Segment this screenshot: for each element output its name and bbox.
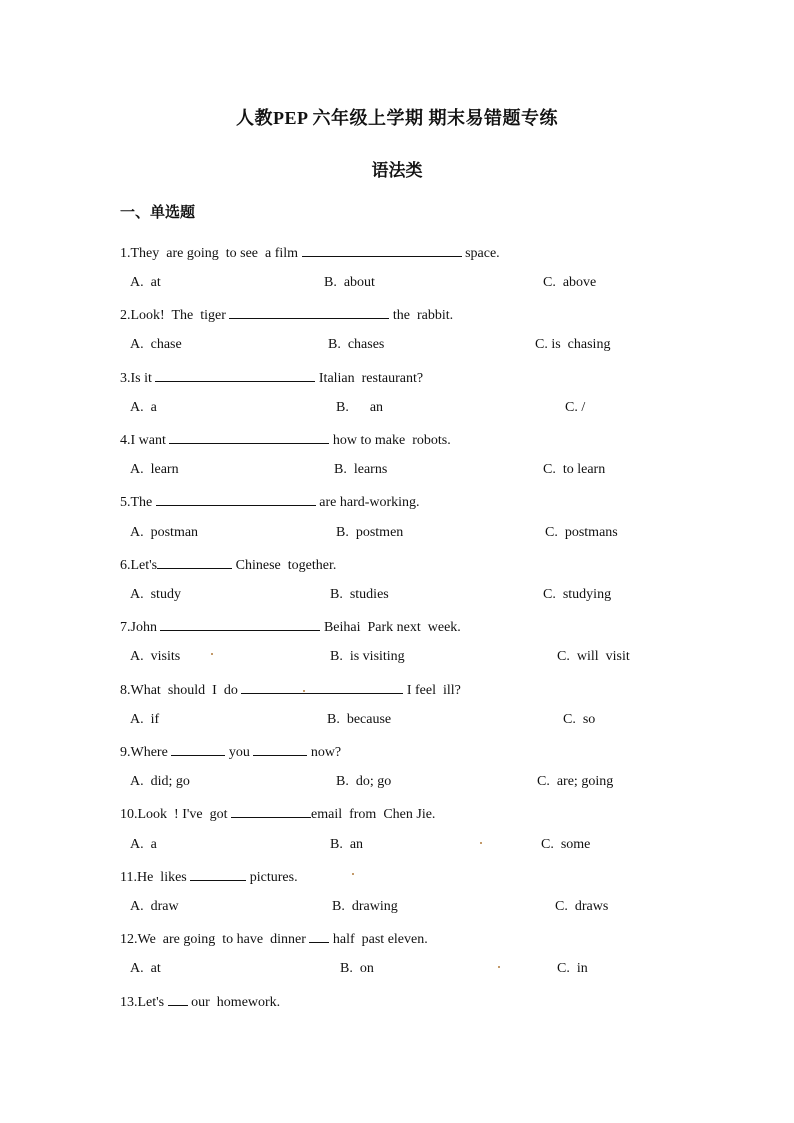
option-a: A. at — [130, 275, 161, 290]
answer-blank — [309, 929, 329, 943]
option-c: C. draws — [555, 899, 609, 914]
answer-blank — [157, 555, 232, 569]
answer-blank — [302, 243, 462, 257]
option-c: C. / — [565, 400, 586, 415]
option-b: B. because — [327, 712, 392, 727]
section-heading: 一、单选题 — [120, 205, 196, 221]
answer-blank — [190, 867, 246, 881]
option-b: B. learns — [334, 462, 388, 477]
question-13: 13.Let's our homework. — [120, 992, 280, 1012]
option-c: C. postmans — [545, 525, 618, 540]
option-c: C. in — [557, 961, 588, 976]
question-7: 7.John Beihai Park next week. — [120, 617, 461, 637]
question-9: 9.Where you now? — [120, 742, 341, 762]
question-5: 5.The are hard-working. — [120, 492, 420, 512]
answer-blank — [160, 617, 320, 631]
option-b: B. on — [340, 961, 374, 976]
option-b: B. studies — [330, 587, 389, 602]
answer-blank — [229, 305, 389, 319]
option-b: B. an — [336, 400, 384, 415]
option-a: A. chase — [130, 337, 182, 352]
answer-blank — [253, 742, 307, 756]
option-b: B. about — [324, 275, 375, 290]
option-b: B. chases — [328, 337, 385, 352]
option-c: C. will visit — [557, 649, 630, 664]
answer-blank — [155, 368, 315, 382]
option-a: A. study — [130, 587, 181, 602]
answer-blank — [168, 992, 188, 1006]
option-c: C. studying — [543, 587, 612, 602]
question-12: 12.We are going to have dinner half past eleven. — [120, 929, 428, 949]
option-a: A. draw — [130, 899, 179, 914]
question-2: 2.Look! The tiger the rabbit. — [120, 305, 453, 325]
option-a: A. learn — [130, 462, 179, 477]
option-a: A. if — [130, 712, 160, 727]
option-a: A. postman — [130, 525, 199, 540]
question-6: 6.Let's Chinese together. — [120, 555, 336, 575]
option-a: A. visits — [130, 649, 181, 664]
answer-blank — [169, 430, 329, 444]
option-a: A. a — [130, 400, 157, 415]
option-b: B. drawing — [332, 899, 398, 914]
option-c: C. above — [543, 275, 597, 290]
option-a: A. a — [130, 837, 157, 852]
option-b: B. do; go — [336, 774, 392, 789]
option-c: C. some — [541, 837, 591, 852]
option-c: C. is chasing — [535, 337, 611, 352]
page-subtitle: 语法类 — [371, 161, 423, 180]
page-title: 人教PEP 六年级上学期 期末易错题专练 — [235, 108, 558, 128]
answer-blank — [171, 742, 225, 756]
option-a: A. at — [130, 961, 161, 976]
question-4: 4.I want how to make robots. — [120, 430, 451, 450]
option-c: C. to learn — [543, 462, 606, 477]
option-b: B. an — [330, 837, 364, 852]
answer-blank — [231, 804, 311, 818]
answer-blank — [241, 680, 403, 694]
question-3: 3.Is it Italian restaurant? — [120, 368, 423, 388]
option-c: C. so — [563, 712, 596, 727]
option-c: C. are; going — [537, 774, 614, 789]
question-8: 8.What should I do I feel ill? — [120, 680, 461, 700]
option-b: B. postmen — [336, 525, 404, 540]
question-11: 11.He likes pictures. — [120, 867, 298, 887]
question-10: 10.Look ! I've got email from Chen Jie. — [120, 804, 435, 824]
question-1: 1.They are going to see a film space. — [120, 243, 500, 263]
answer-blank — [156, 492, 316, 506]
option-a: A. did; go — [130, 774, 190, 789]
option-b: B. is visiting — [330, 649, 405, 664]
